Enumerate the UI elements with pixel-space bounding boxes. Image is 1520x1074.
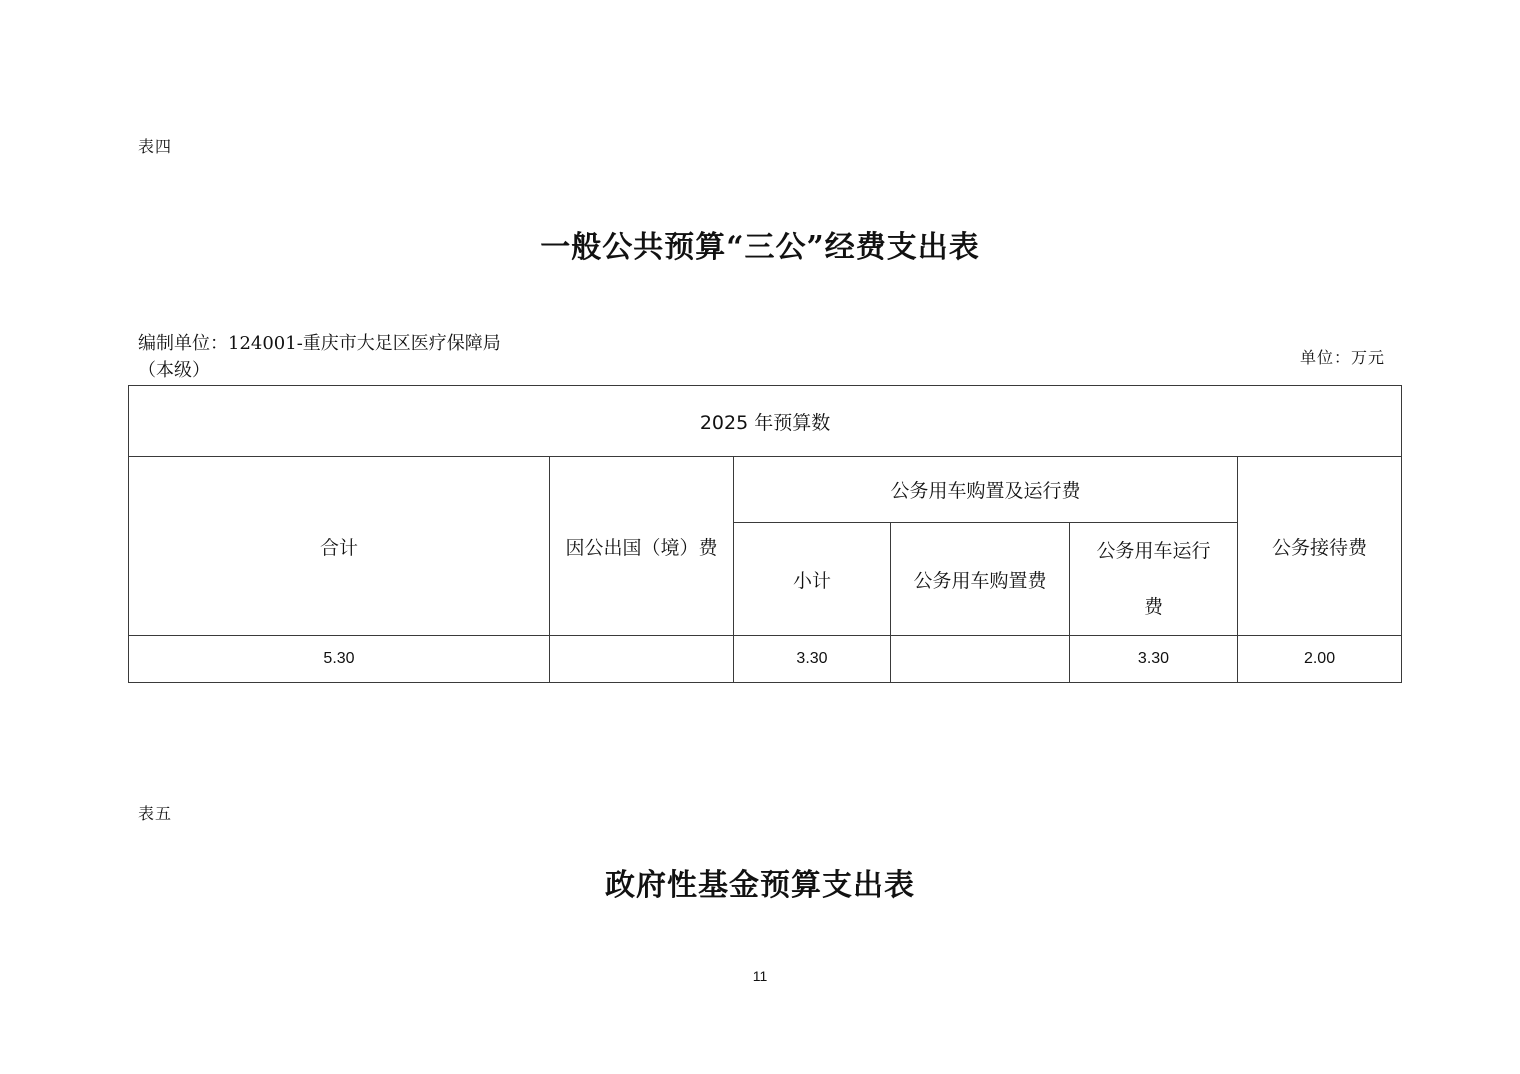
cell-subtotal: 3.30: [734, 636, 891, 683]
table4-title: 一般公共预算“三公”经费支出表: [540, 230, 980, 265]
header-year: 2025 年预算数: [129, 386, 1402, 457]
table5-label: 表五: [138, 804, 173, 823]
compiler-unit: [138, 330, 501, 384]
header-vehicle-operation: [1070, 523, 1238, 636]
cell-overseas: [550, 636, 734, 683]
cell-vehicle-purchase: [891, 636, 1070, 683]
header-subtotal: 小计: [734, 523, 891, 636]
header-reception: 公务接待费: [1238, 457, 1402, 636]
compiler-unit-line1: 编制单位：124001-重庆市大足区医疗保障局: [138, 333, 501, 354]
page-number: 11: [752, 968, 768, 984]
currency-unit: 单位：万元: [1300, 348, 1386, 367]
three-public-expenses-table: [128, 385, 1402, 683]
header-overseas: 因公出国（境）费: [550, 457, 734, 636]
table4-label: 表四: [138, 137, 173, 156]
header-total: 合计: [129, 457, 550, 636]
header-vehicle-purchase: 公务用车购置费: [891, 523, 1070, 636]
cell-reception: 2.00: [1238, 636, 1402, 683]
cell-total: 5.30: [129, 636, 550, 683]
header-vehicle-operation-text: 公务用车运行费: [1096, 540, 1211, 618]
header-vehicle-group: 公务用车购置及运行费: [734, 457, 1238, 523]
table-header-row-1: [129, 457, 1402, 523]
compiler-unit-line2: （本级）: [138, 360, 210, 381]
table-row: [129, 636, 1402, 683]
table5-title: 政府性基金预算支出表: [605, 868, 915, 903]
cell-vehicle-operation: 3.30: [1070, 636, 1238, 683]
table-header-row-year: [129, 386, 1402, 457]
